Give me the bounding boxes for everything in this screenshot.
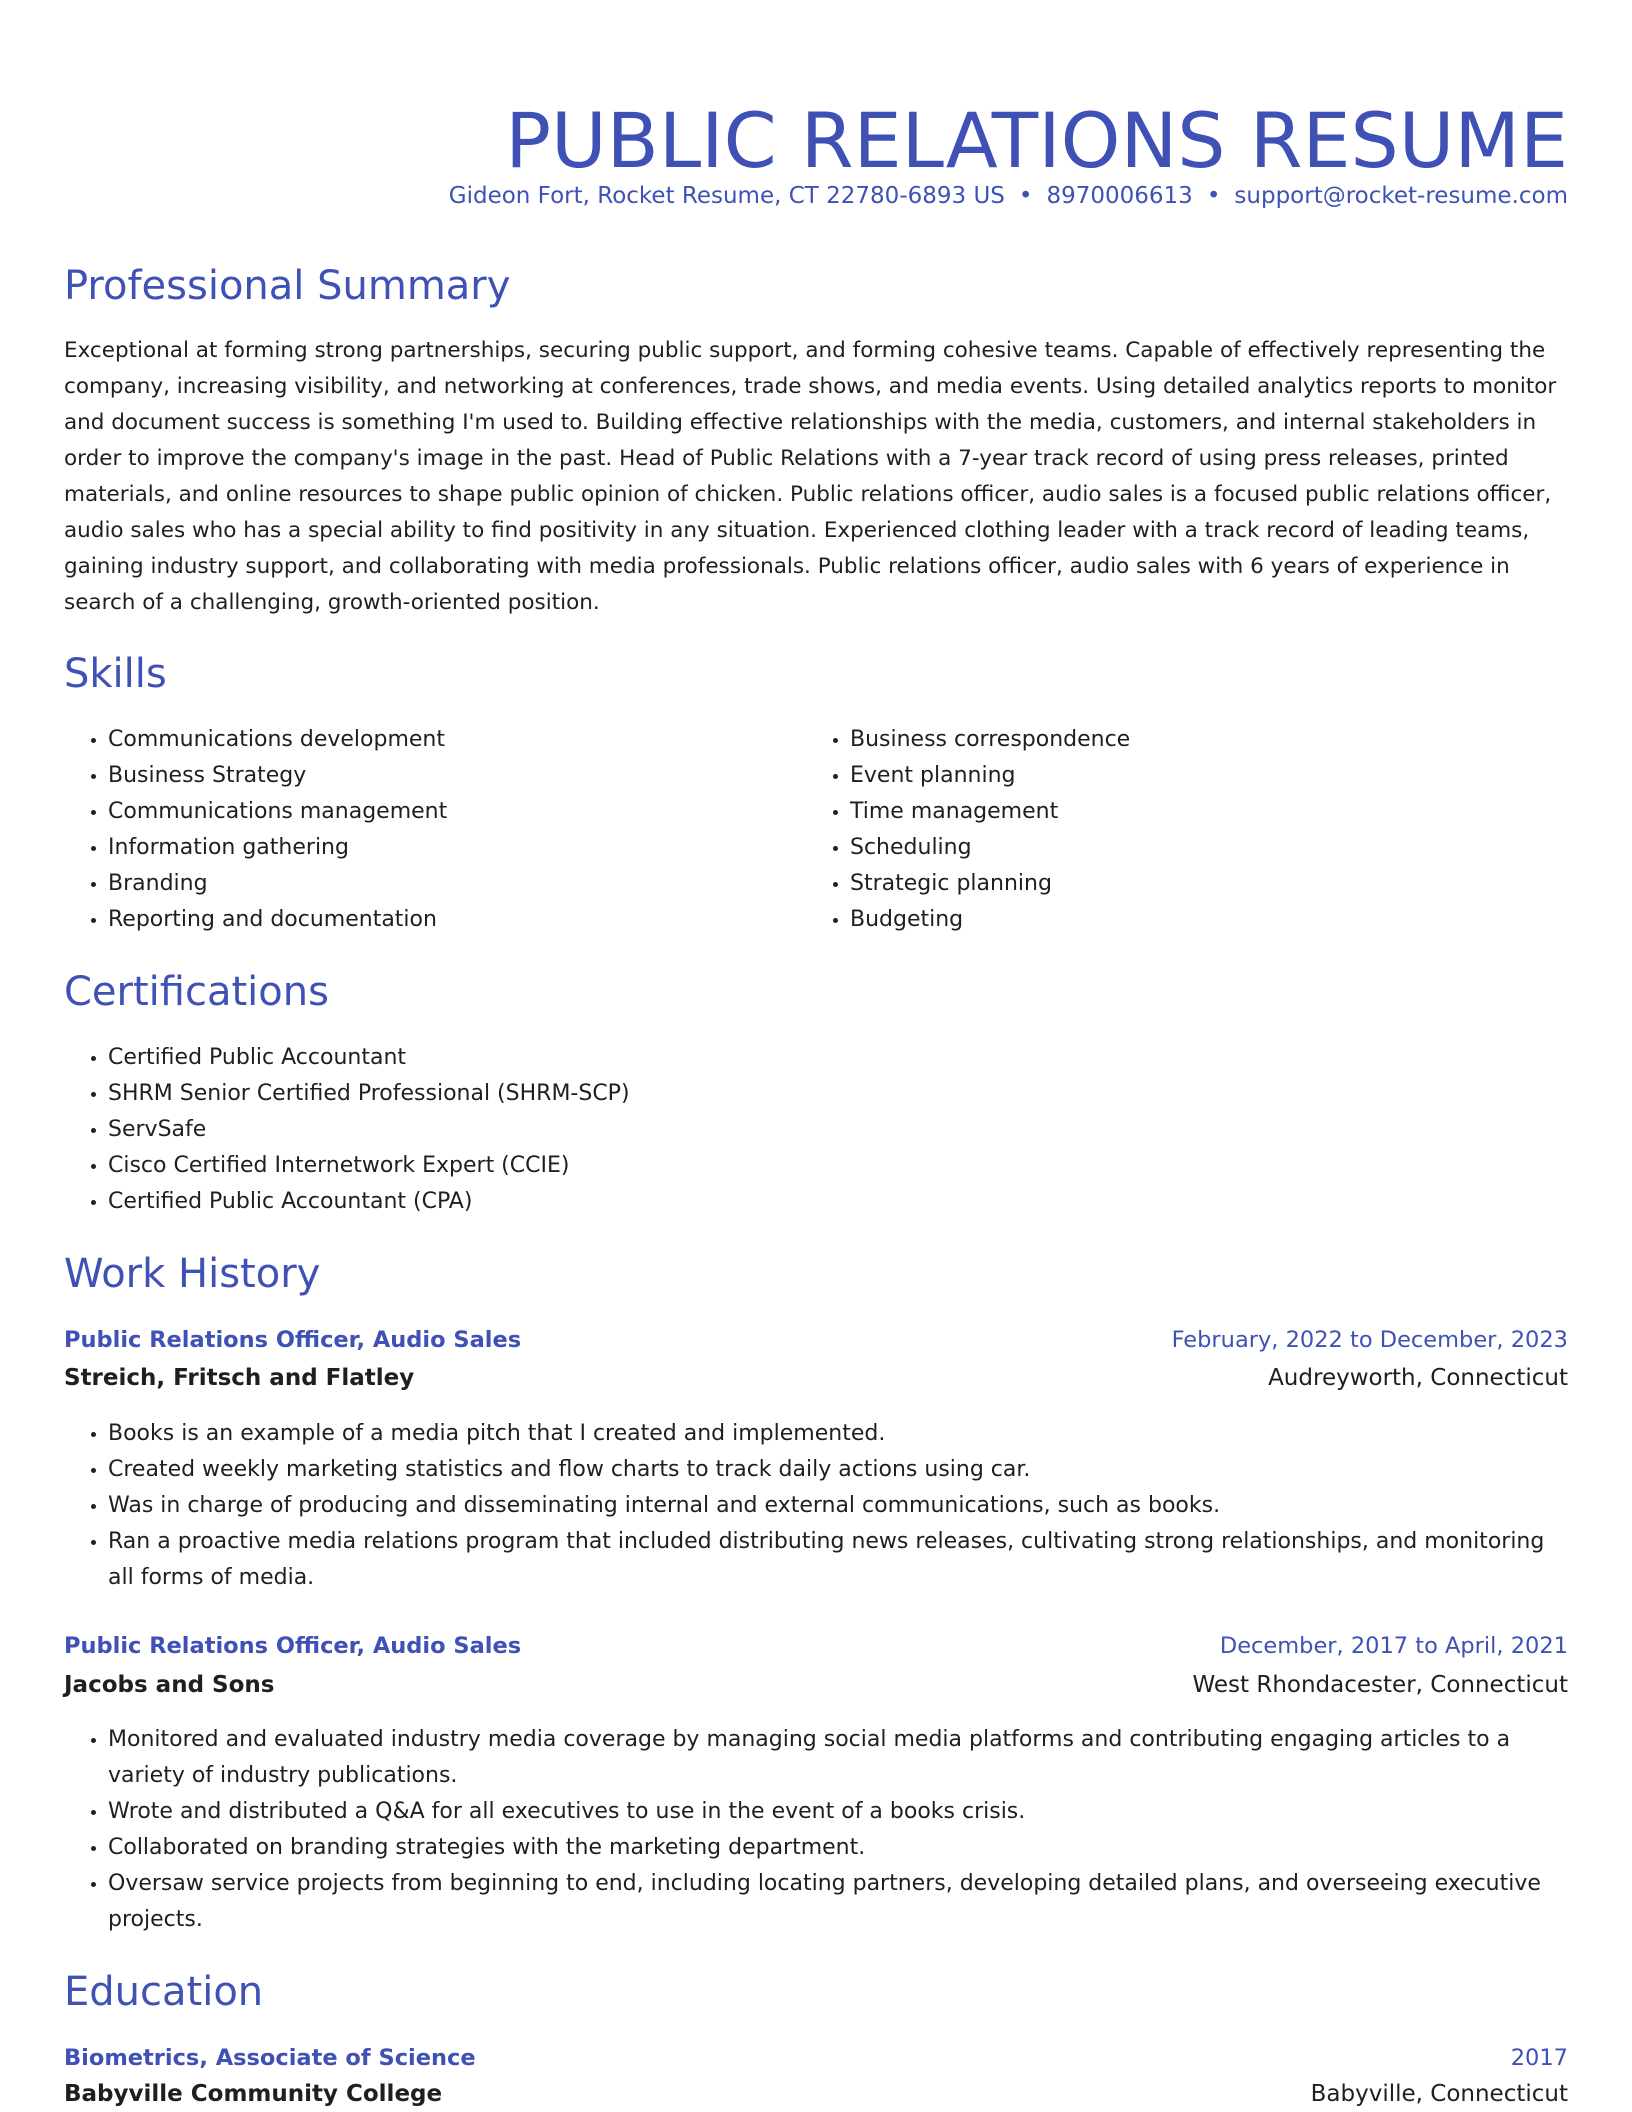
skill-item: • Information gathering xyxy=(108,830,788,866)
contact-address: Gideon Fort, Rocket Resume, CT 22780-6893 US xyxy=(448,183,1005,209)
skill-item: • Time management xyxy=(850,794,1550,830)
work-history-heading: Work History xyxy=(64,1251,321,1297)
skill-item: • Event planning xyxy=(850,758,1550,794)
education-heading: Education xyxy=(64,1969,264,2015)
education-year: 2017 xyxy=(1510,2045,1568,2071)
contact-line xyxy=(449,183,1568,209)
certification-item: • Certified Public Accountant (CPA) xyxy=(108,1184,1568,1220)
job-bullets xyxy=(64,1722,1568,1938)
skill-item: • Strategic planning xyxy=(850,866,1550,902)
resume-title: PUBLIC RELATIONS RESUME xyxy=(505,95,1568,185)
job-dates: December, 2017 to April, 2021 xyxy=(1219,1633,1568,1659)
education-school: Babyville Community College xyxy=(64,2081,443,2107)
job-bullet: • Ran a proactive media relations program that included distributing news releases, cultivating strong relationships, and monitoring all forms of media. xyxy=(108,1524,1568,1596)
job-bullet: • Was in charge of producing and disseminating internal and external communications, such as books. xyxy=(108,1488,1568,1524)
skills-list-left xyxy=(64,722,788,938)
contact-phone: 8970006613 xyxy=(1046,183,1193,209)
job-bullet: • Monitored and evaluated industry media coverage by managing social media platforms and contributing engaging articles to a variety of industry publications. xyxy=(108,1722,1568,1794)
certification-item: • ServSafe xyxy=(108,1112,1568,1148)
skill-item: • Scheduling xyxy=(850,830,1550,866)
skill-item: • Budgeting xyxy=(850,902,1550,938)
certifications-list xyxy=(64,1040,1568,1220)
skills-heading: Skills xyxy=(64,651,167,697)
skill-item: • Communications management xyxy=(108,794,788,830)
skill-item: • Branding xyxy=(108,866,788,902)
summary-heading: Professional Summary xyxy=(64,263,511,309)
skills-list-right xyxy=(806,722,1550,938)
job-bullet: • Oversaw service projects from beginning to end, including locating partners, developing detailed plans, and overseeing executive projects. xyxy=(108,1866,1568,1938)
certification-item: • SHRM Senior Certified Professional (SHRM-SCP) xyxy=(108,1076,1568,1112)
job-title: Public Relations Officer, Audio Sales xyxy=(64,1633,522,1659)
summary-text: Exceptional at forming strong partnerships, securing public support, and forming cohesive teams. Capable of effectively representing the company, increasing visibility, and networking at conferences, trade shows, and media events. Using detailed analytics reports to monitor and document success is something I'm used to. Building effective relationships with the media, customers, and internal stakeholders in order to improve the company's image in the past. Head of Public Relations with a 7-year track record of using press releases, printed materials, and online resources to shape public opinion of chicken. Public relations officer, audio sales is a focused public relations officer, audio sales who has a special ability to find positivity in any situation. Experienced clothing leader with a track record of leading teams, gaining industry support, and collaborating with media professionals. Public relations officer, audio sales with 6 years of experience in search of a challenging, growth-oriented position. xyxy=(64,338,1557,615)
job-location: Audreyworth, Connecticut xyxy=(1268,1365,1568,1391)
education-degree: Biometrics, Associate of Science xyxy=(64,2045,476,2071)
job-company: Jacobs and Sons xyxy=(64,1672,275,1698)
contact-email: support@rocket-resume.com xyxy=(1234,183,1568,209)
certification-item: • Certified Public Accountant xyxy=(108,1040,1568,1076)
contact-separator: • xyxy=(1018,183,1033,209)
skill-item: • Business correspondence xyxy=(850,722,1550,758)
job-location: West Rhondacester, Connecticut xyxy=(1192,1672,1568,1698)
job-bullet: • Wrote and distributed a Q&A for all executives to use in the event of a books crisis. xyxy=(108,1794,1568,1830)
job-bullet: • Collaborated on branding strategies with the marketing department. xyxy=(108,1830,1568,1866)
skill-item: • Communications development xyxy=(108,722,788,758)
education-location: Babyville, Connecticut xyxy=(1310,2081,1568,2107)
job-company: Streich, Fritsch and Flatley xyxy=(64,1365,415,1391)
skill-item: • Reporting and documentation xyxy=(108,902,788,938)
job-bullets xyxy=(64,1416,1568,1596)
contact-separator: • xyxy=(1206,183,1221,209)
job-bullet: • Created weekly marketing statistics and flow charts to track daily actions using car. xyxy=(108,1452,1568,1488)
certifications-heading: Certifications xyxy=(64,969,329,1015)
skill-item: • Business Strategy xyxy=(108,758,788,794)
certification-item: • Cisco Certified Internetwork Expert (CCIE) xyxy=(108,1148,1568,1184)
job-dates: February, 2022 to December, 2023 xyxy=(1171,1327,1568,1353)
job-bullet: • Books is an example of a media pitch that I created and implemented. xyxy=(108,1416,1568,1452)
job-title: Public Relations Officer, Audio Sales xyxy=(64,1327,522,1353)
